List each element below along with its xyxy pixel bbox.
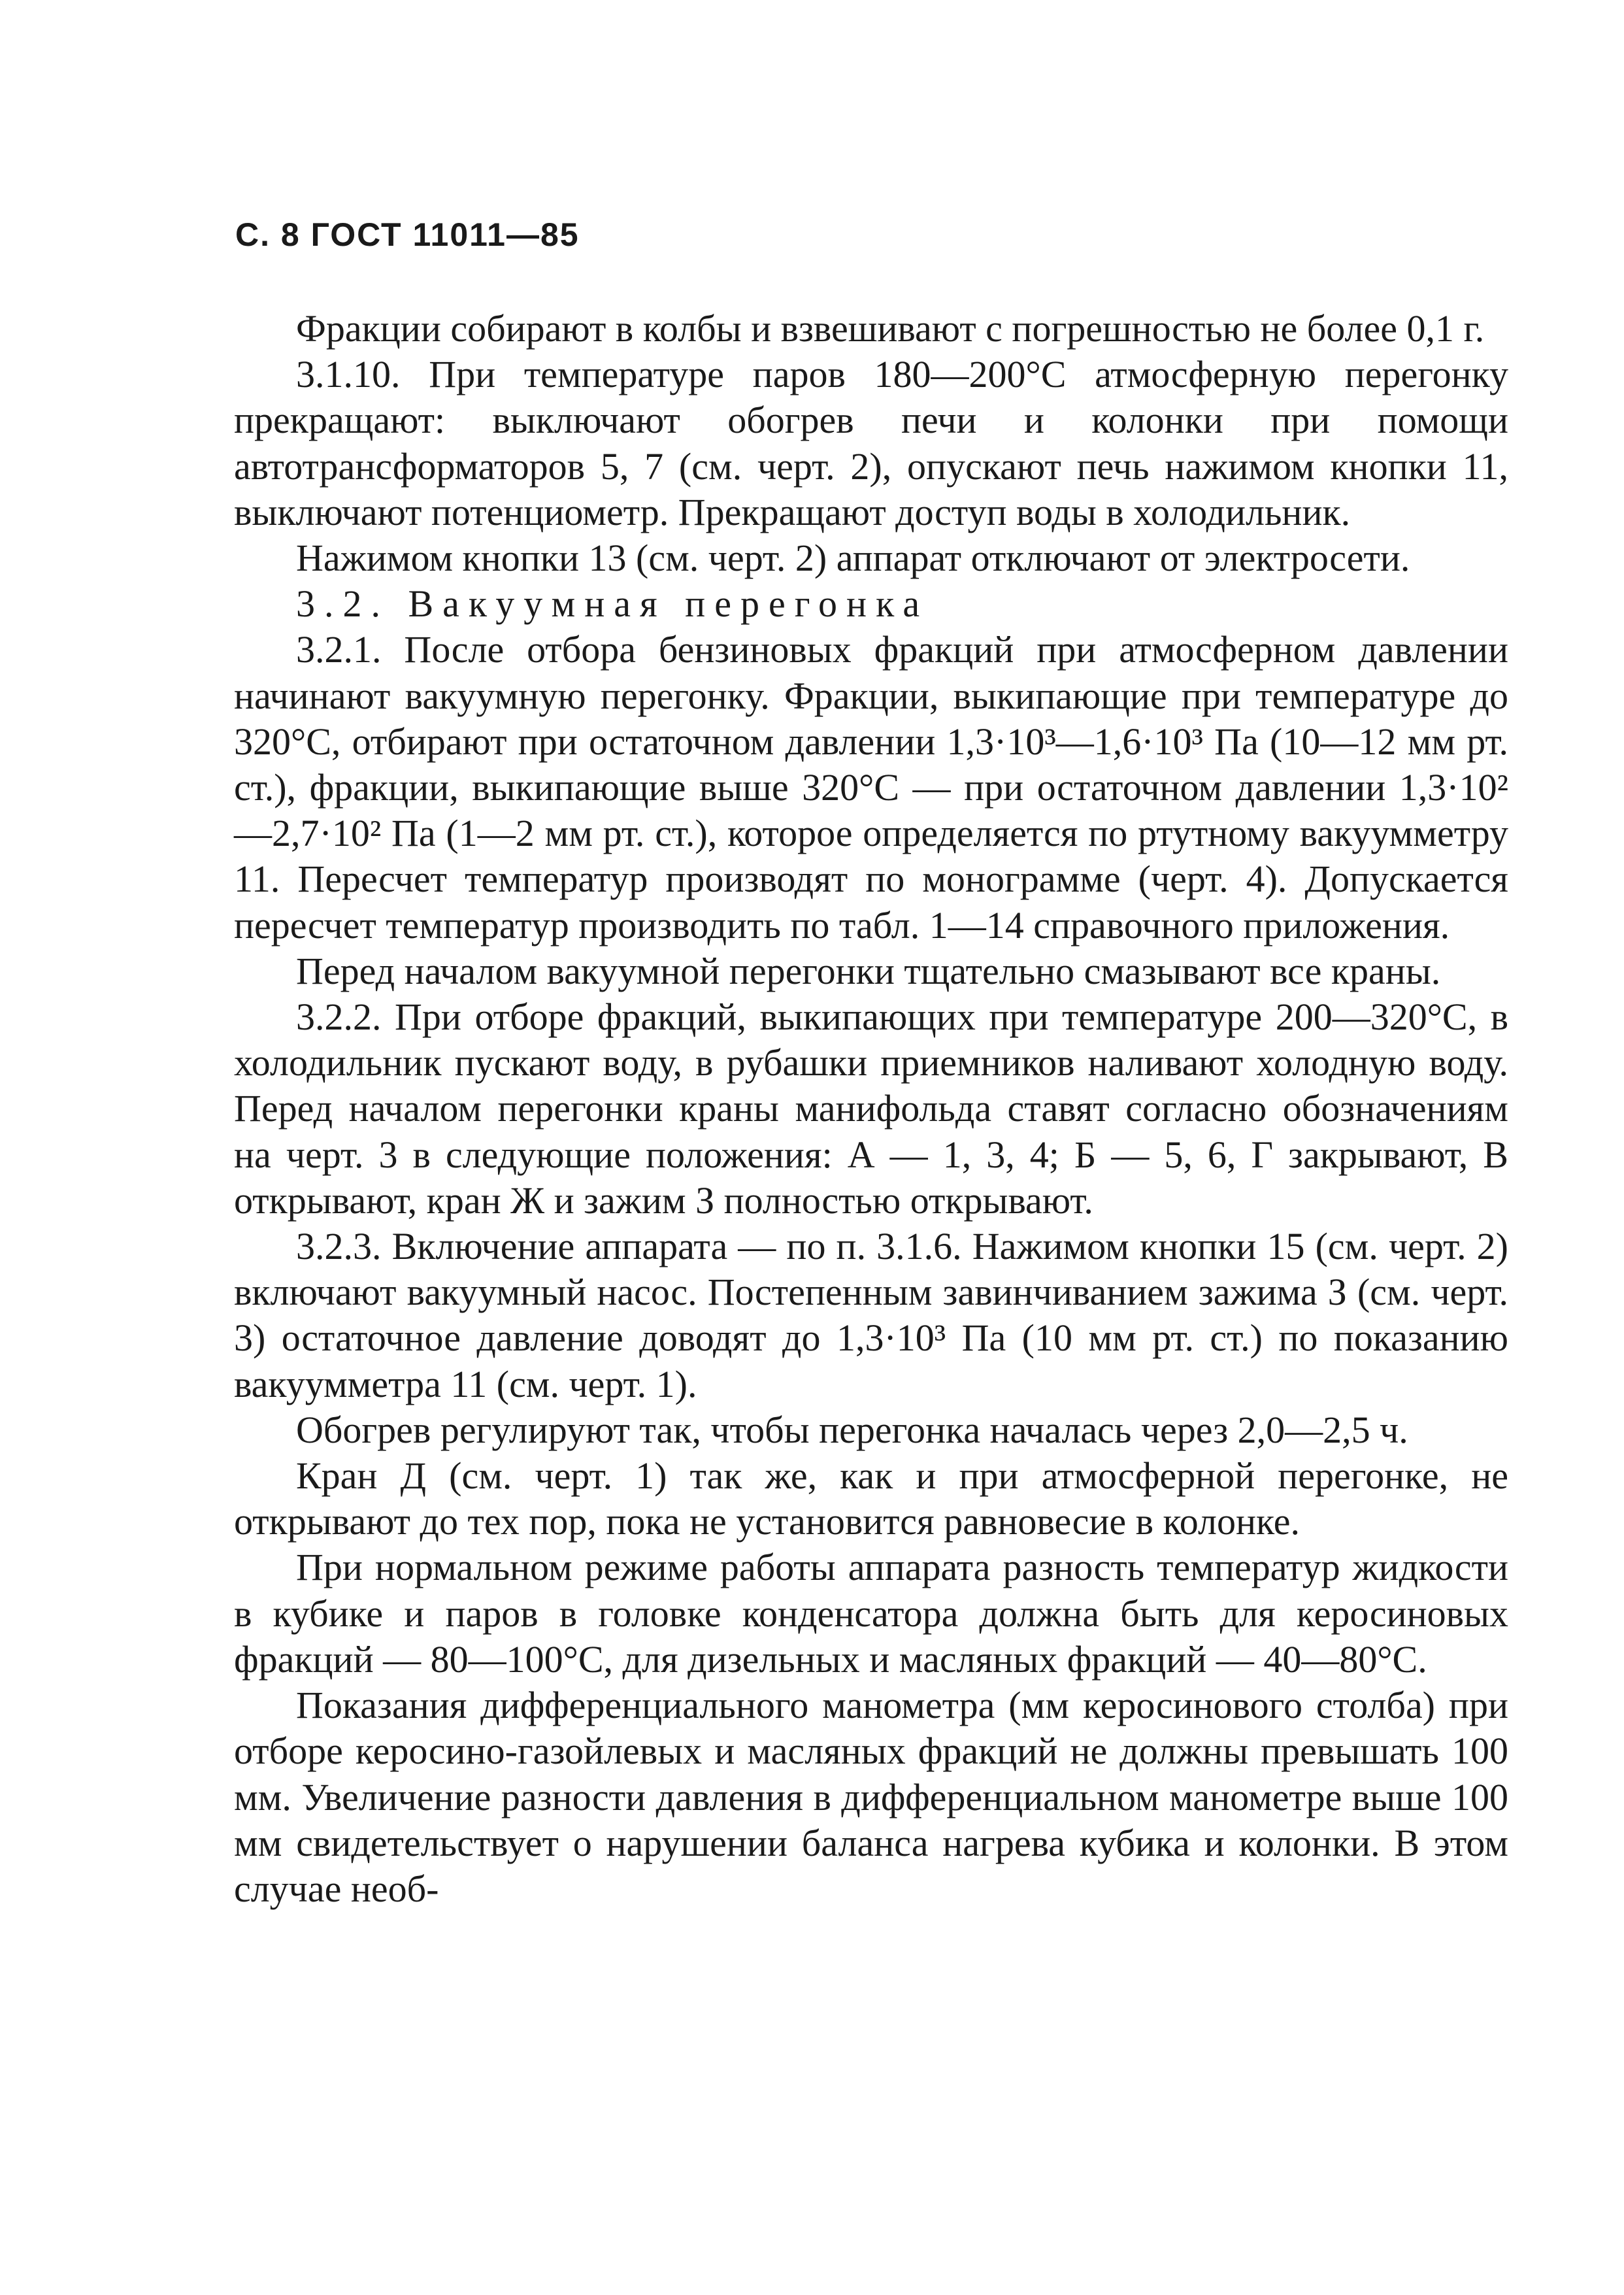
paragraph-heating-regulation: Обогрев регулируют так, чтобы перегонка началась через 2,0—2,5 ч. (296, 1408, 1408, 1451)
paragraph-3-2-3: 3.2.3. Включение аппарата — по п. 3.1.6. Нажимом кнопки 15 (см. черт. 2) включают вакуумный насос. Постепенным завинчиванием зажима З (см. черт. 3) остаточное давление доводят до 1,3·10³ Па (10 мм рт. ст.) по показанию вакуумметра 11 (см. черт. 1). (234, 1225, 1508, 1405)
paragraph-3-1-10: 3.1.10. При температуре паров 180—200°С атмосферную перегонку прекращают: выключают обогрев печи и колонки при помощи автотрансформаторов 5, 7 (см. черт. 2), опускают печь нажимом кнопки 11, выключают потенциометр. Прекращают доступ воды в холодильник. (234, 353, 1508, 533)
paragraph-lubricate-taps: Перед началом вакуумной перегонки тщательно смазывают все краны. (296, 949, 1441, 992)
paragraph-tap-d: Кран Д (см. черт. 1) так же, как и при атмосферной перегонке, не открывают до тех пор, пока не установится равновесие в колонке. (234, 1454, 1508, 1543)
paragraph-manometer-readings: Показания дифференциального манометра (мм керосинового столба) при отборе керосино-газойлевых и масляных фракций не должны превышать 100 мм. Увеличение разности давления в дифференциальном манометре выше 100 мм свидетельствует о нарушении баланса нагрева кубика и колонки. В этом случае необ- (234, 1684, 1508, 1910)
paragraph-normal-mode: При нормальном режиме работы аппарата разность температур жидкости в кубике и паров в головке конденсатора должна быть для керосиновых фракций — 80—100°С, для дизельных и масляных фракций — 40—80°С. (234, 1546, 1508, 1681)
section-heading-3-2: 3.2. Вакуумная перегонка (296, 582, 929, 626)
paragraph-fractions-weighing: Фракции собирают в колбы и взвешивают с погрешностью не более 0,1 г. (296, 307, 1485, 350)
paragraph-3-2-1: 3.2.1. После отбора бензиновых фракций при атмосферном давлении начинают вакуумную перегонку. Фракции, выкипающие при температуре до 320°С, отбирают при остаточном давлении 1,3·10³—1,6·10³ Па (10—12 мм рт. ст.), фракции, выкипающие выше 320°С — при остаточном давлении 1,3·10²—2,7·10² Па (1—2 мм рт. ст.), которое определяется по ртутному вакуумметру 11. Пересчет температур производят по монограмме (черт. 4). Допускается пересчет температур производить по табл. 1—14 справочного приложения. (234, 628, 1508, 946)
document-body (234, 306, 1508, 1912)
paragraph-button-13: Нажимом кнопки 13 (см. черт. 2) аппарат отключают от электросети. (296, 537, 1410, 580)
page-header: С. 8 ГОСТ 11011—85 (235, 216, 580, 253)
paragraph-3-2-2: 3.2.2. При отборе фракций, выкипающих при температуре 200—320°С, в холодильник пускают воду, в рубашки приемников наливают холодную воду. Перед началом перегонки краны манифольда ставят согласно обозначениям на черт. 3 в следующие положения: А — 1, 3, 4; Б — 5, 6, Г закрывают, В открывают, кран Ж и зажим З полностью открывают. (234, 996, 1508, 1222)
